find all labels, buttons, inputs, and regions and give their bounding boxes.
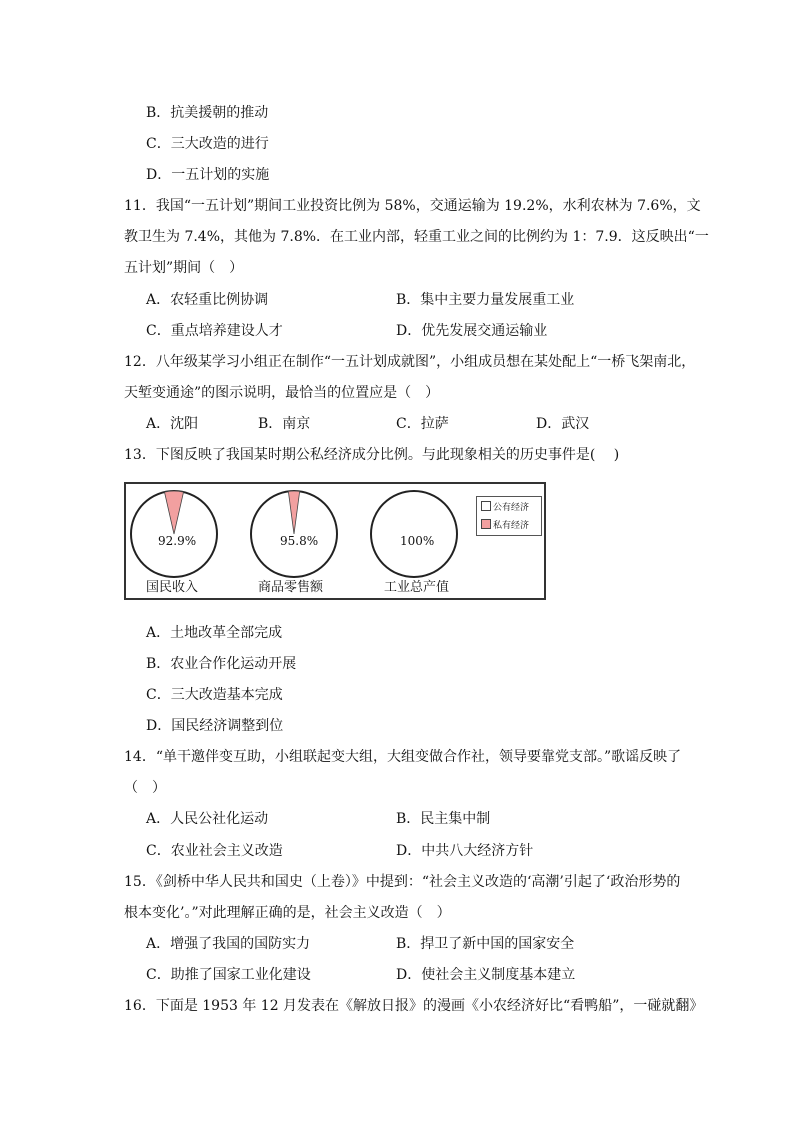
q14-option-d: D．中共八大经济方针 (396, 843, 534, 859)
q14-stem-line1: 14．“单干邀伴变互助，小组联起变大组，大组变做合作社，领导要靠党支部。”歌谣反映了 (124, 749, 682, 765)
q11-stem-line2: 教卫生为 7.4%，其他为 7.8%．在工业内部，轻重工业之间的比例约为 1：7.9．这反映出“一 (124, 229, 709, 245)
q15-option-d: D．使社会主义制度基本建立 (396, 967, 576, 983)
q16-stem-line1: 16．下面是 1953 年 12 月发表在《解放日报》的漫画《小农经济好比“看鸭船”，一碰就翻》 (124, 998, 704, 1014)
q14-option-c: C．农业社会主义改造 (146, 843, 283, 859)
q15-option-a: A．增强了我国的国防实力 (146, 936, 311, 952)
chart-legend (476, 496, 542, 536)
legend-swatch-private (481, 519, 491, 529)
q13-option-a: A．土地改革全部完成 (146, 625, 283, 641)
q13-option-b: B．农业合作化运动开展 (146, 656, 297, 672)
legend-swatch-public (481, 501, 491, 511)
q13-option-d: D．国民经济调整到位 (146, 718, 284, 734)
q15-option-b: B．捍卫了新中国的国家安全 (396, 936, 575, 952)
q10-option-d: D．一五计划的实施 (146, 167, 270, 183)
pie-1-label: 国民收入 (146, 580, 199, 595)
q13-stem: 13．下图反映了我国某时期公私经济成分比例。与此现象相关的历史事件是( ) (124, 447, 620, 463)
pie-2-label: 商品零售额 (258, 580, 324, 595)
pie-2-percent: 95.8% (280, 534, 319, 548)
pie-3-percent: 100% (400, 534, 435, 548)
ownership-pie-figure (124, 482, 546, 600)
q14-option-a: A．人民公社化运动 (146, 811, 269, 827)
q14-option-b: B．民主集中制 (396, 811, 491, 827)
q15-option-c: C．助推了国家工业化建设 (146, 967, 311, 983)
legend-item-public (481, 501, 529, 513)
q15-stem-line1: 15．《剑桥中华人民共和国史（上卷）》中提到：“社会主义改造的‘高潮’引起了‘政治形势的 (124, 874, 681, 890)
q12-stem-line2: 天堑变通途”的图示说明，最恰当的位置应是（ ） (124, 385, 440, 401)
q13-option-c: C．三大改造基本完成 (146, 687, 283, 703)
q12-stem-line1: 12．八年级某学习小组正在制作“一五计划成就图”，小组成员想在某处配上“一桥飞架南北， (124, 354, 696, 370)
legend-label-public: 公有经济 (493, 503, 530, 513)
q11-stem-line3: 五计划”期间（ ） (124, 260, 244, 276)
q10-option-b: B．抗美援朝的推动 (146, 105, 269, 121)
q10-option-c: C．三大改造的进行 (146, 136, 269, 152)
q12-option-d: D．武汉 (536, 416, 590, 432)
pie-3-label: 工业总产值 (384, 580, 450, 595)
q12-option-b: B．南京 (258, 416, 311, 432)
q11-option-a: A．农轻重比例协调 (146, 292, 269, 308)
q14-stem-line2: （ ） (124, 780, 166, 796)
q11-stem-line1: 11．我国“一五计划”期间工业投资比例为 58%，交通运输为 19.2%，水利农林为 7.6%，文 (124, 198, 701, 214)
pie-1-percent: 92.9% (158, 534, 197, 548)
q11-option-c: C．重点培养建设人才 (146, 323, 283, 339)
q12-option-c: C．拉萨 (396, 416, 449, 432)
q11-option-d: D．优先发展交通运输业 (396, 323, 548, 339)
q11-option-b: B．集中主要力量发展重工业 (396, 292, 575, 308)
q12-option-a: A．沈阳 (146, 416, 199, 432)
legend-item-private (481, 519, 529, 531)
legend-label-private: 私有经济 (493, 521, 530, 531)
q15-stem-line2: 根本变化’。”对此理解正确的是，社会主义改造（ ） (124, 905, 451, 921)
